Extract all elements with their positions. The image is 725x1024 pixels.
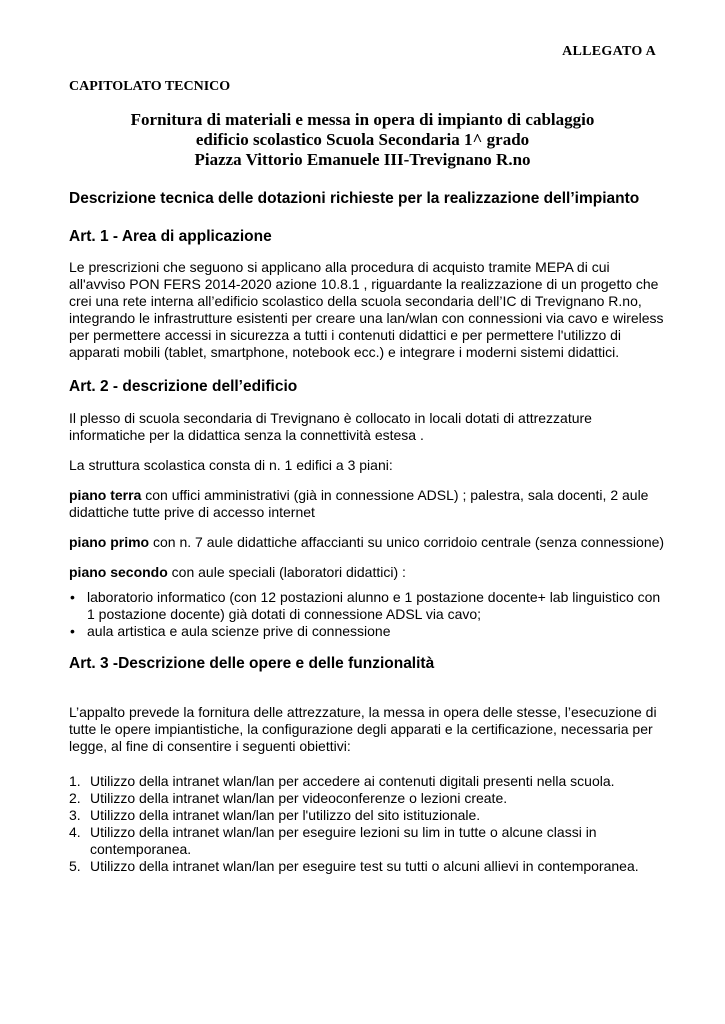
- item-text: Utilizzo della intranet wlan/lan per eseguire test su tutti o alcuni allievi in contemporanea.: [90, 858, 639, 874]
- bullet-text: aula artistica e aula scienze prive di connessione: [87, 623, 391, 639]
- item-number: 5.: [69, 858, 81, 874]
- document-body: [69, 189, 669, 875]
- list-item: [69, 773, 669, 790]
- title-line-1: Fornitura di materiali e messa in opera di impianto di cablaggio: [130, 110, 595, 129]
- floor-ground-text: con uffici amministrativi (già in connessione ADSL) ; palestra, sala docenti, 2 aule didattiche tutte prive di accesso internet: [69, 487, 649, 520]
- bullet-text: laboratorio informatico (con 12 postazioni alunno e 1 postazione docente+ lab linguistico con 1 postazione docente) già dotati di connessione ADSL via cavo;: [87, 589, 661, 622]
- floor-first: [69, 534, 669, 551]
- floor-first-text: con n. 7 aule didattiche affaccianti su unico corridoio centrale (senza connessione): [149, 534, 665, 550]
- list-item: [69, 589, 669, 623]
- floor-second-text: con aule speciali (laboratori didattici) :: [167, 564, 406, 580]
- art3-heading: Art. 3 -Descrizione delle opere e delle funzionalità: [69, 655, 435, 672]
- item-number: 2.: [69, 790, 81, 806]
- objectives-list: [69, 773, 669, 875]
- list-item: [69, 807, 669, 824]
- art2-paragraph-1: Il plesso di scuola secondaria di Trevignano è collocato in locali dotati di attrezzature informatiche per la didattica senza la connettività estesa .: [69, 410, 592, 443]
- floor-ground-label: piano terra: [69, 487, 142, 503]
- floor-first-label: piano primo: [69, 534, 150, 550]
- list-item: [69, 790, 669, 807]
- document-title: [0, 110, 725, 170]
- allegato-label: ALLEGATO A: [562, 44, 656, 59]
- list-item: [69, 623, 669, 640]
- item-text: Utilizzo della intranet wlan/lan per accedere ai contenuti digitali presenti nella scuola.: [90, 773, 615, 789]
- floor-ground: [69, 487, 669, 521]
- floor-second-label: piano secondo: [69, 564, 168, 580]
- section-subtitle: Descrizione tecnica delle dotazioni richieste per la realizzazione dell’impianto: [69, 190, 640, 207]
- floor-second: [69, 564, 669, 581]
- bullet-icon: •: [70, 623, 75, 639]
- art3-paragraph: L’appalto prevede la fornitura delle attrezzature, la messa in opera delle stesse, l’esecuzione di tutte le opere impiantistiche, la configurazione degli apparati e la certificazione, necessaria per legge, al fine di consentire i seguenti obiettivi:: [69, 704, 657, 754]
- item-text: Utilizzo della intranet wlan/lan per l'utilizzo del sito istituzionale.: [90, 807, 481, 823]
- art1-heading: Art. 1 - Area di applicazione: [69, 228, 272, 245]
- bullet-icon: •: [70, 589, 75, 605]
- item-text: Utilizzo della intranet wlan/lan per eseguire lezioni su lim in tutte o alcune classi in contemporanea.: [90, 824, 597, 857]
- item-text: Utilizzo della intranet wlan/lan per videoconferenze o lezioni create.: [90, 790, 508, 806]
- item-number: 3.: [69, 807, 81, 823]
- list-item: [69, 858, 669, 875]
- item-number: 1.: [69, 773, 81, 789]
- title-line-3: Piazza Vittorio Emanuele III-Trevignano R.no: [194, 150, 531, 169]
- art1-paragraph: Le prescrizioni che seguono si applicano alla procedura di acquisto tramite MEPA di cui all'avviso PON FERS 2014-2020 azione 10.8.1 , riguardante la realizzazione di un progetto che crei una rete interna all’edificio scolastico della scuola secondaria dell’IC di Trevignano R.no, integrando le infrastrutture esistenti per creare una lan/wlan con connessioni via cavo e wireless per permettere accessi in sicurezza a tutti i contenuti didattici e per permettere l'utilizzo di apparati mobili (tablet, smartphone, notebook ecc.) e integrare i moderni sistemi didattici.: [69, 259, 664, 360]
- art2-paragraph-2: La struttura scolastica consta di n. 1 edifici a 3 piani:: [69, 457, 393, 473]
- art2-heading: Art. 2 - descrizione dell’edificio: [69, 378, 298, 395]
- item-number: 4.: [69, 824, 81, 840]
- capitolato-label: CAPITOLATO TECNICO: [69, 79, 231, 94]
- list-item: [69, 824, 669, 858]
- title-line-2: edificio scolastico Scuola Secondaria 1^ grado: [195, 130, 530, 149]
- lab-bullet-list: [69, 589, 669, 640]
